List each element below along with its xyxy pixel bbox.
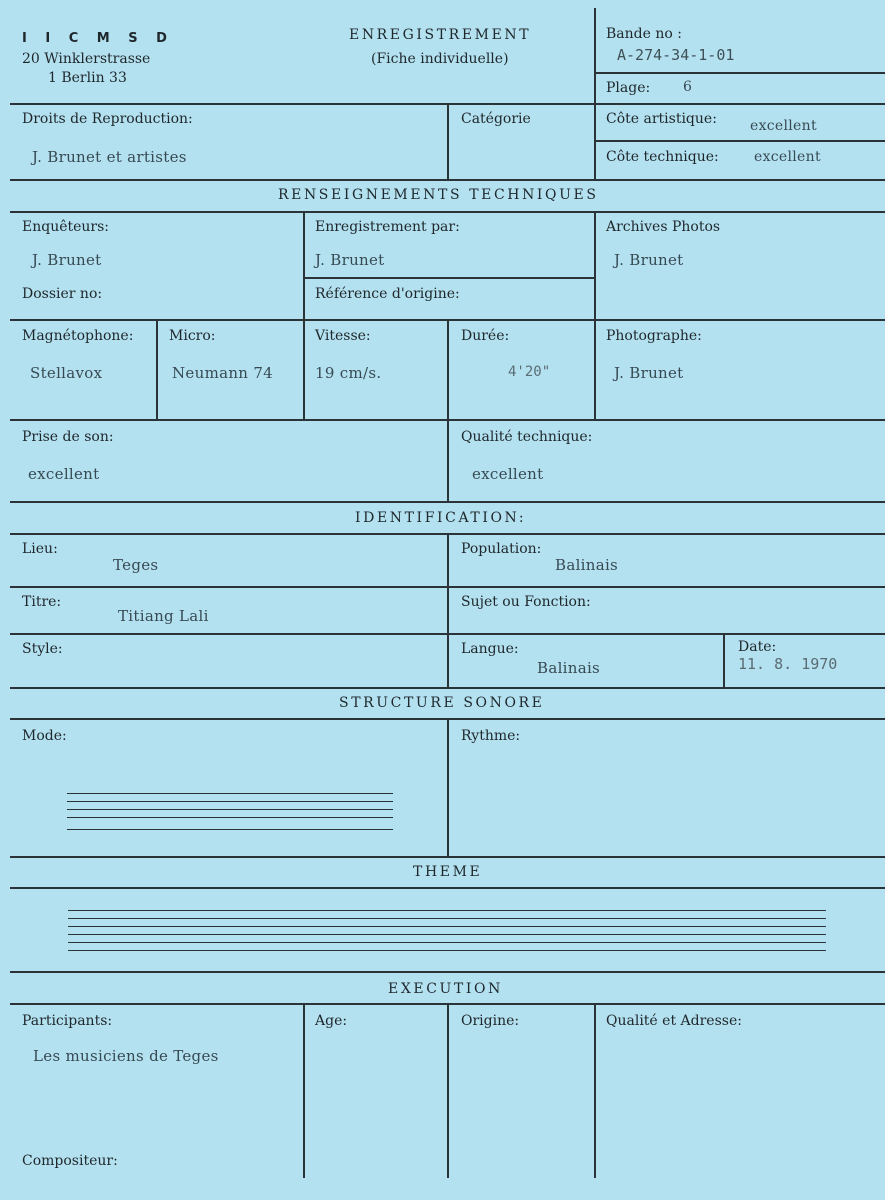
compositeur-label: Compositeur:: [22, 1153, 118, 1169]
section-title-technical: RENSEIGNEMENTS TECHNIQUES: [278, 187, 599, 203]
rule-titre-top: [10, 586, 885, 588]
rule-tech-top: [10, 179, 885, 181]
bande-label: Bande no :: [606, 26, 682, 42]
rule-categorie-left: [447, 103, 449, 179]
section-title-theme: THEME: [413, 864, 483, 880]
magnetophone-label: Magnétophone:: [22, 328, 134, 344]
archives-label: Archives Photos: [606, 219, 721, 235]
lieu-value: Teges: [113, 556, 159, 574]
cote-artistique-value: excellent: [750, 118, 817, 134]
vitesse-label: Vitesse:: [315, 328, 371, 344]
rule-execution-top: [10, 971, 885, 973]
langue-label: Langue:: [461, 641, 519, 657]
participants-value: Les musiciens de Teges: [33, 1047, 219, 1065]
plage-value: 6: [683, 79, 693, 95]
mode-label: Mode:: [22, 728, 67, 744]
reference-label: Référence d'origine:: [315, 286, 460, 302]
origine-label: Origine:: [461, 1013, 520, 1029]
rule-micro-left: [156, 319, 158, 419]
qualite-technique-value: excellent: [472, 465, 544, 483]
section-title-identification: IDENTIFICATION:: [355, 510, 527, 526]
rule-theme-title-bottom: [10, 887, 885, 889]
enregistrement-par-value: J. Brunet: [315, 251, 385, 269]
rule-qualite-adresse-left: [594, 1003, 596, 1178]
population-value: Balinais: [555, 556, 619, 574]
rule-enreg-left: [303, 211, 305, 419]
plage-label: Plage:: [606, 80, 651, 96]
rule-cote-left: [594, 103, 596, 179]
rule-age-left: [303, 1003, 305, 1178]
rule-ident-middle: [447, 533, 449, 687]
form-subtitle: (Fiche individuelle): [371, 51, 509, 67]
vitesse-value: 19 cm/s.: [315, 364, 382, 382]
enqueteurs-label: Enquêteurs:: [22, 219, 110, 235]
enqueteurs-value: J. Brunet: [32, 251, 102, 269]
section-title-structure: STRUCTURE SONORE: [339, 695, 545, 711]
categorie-label: Catégorie: [461, 111, 531, 127]
rule-rythme-left: [447, 718, 449, 856]
archives-value: J. Brunet: [614, 251, 684, 269]
dossier-label: Dossier no:: [22, 286, 103, 302]
cote-technique-value: excellent: [754, 149, 821, 165]
rule-archives-left: [594, 211, 596, 419]
photographe-label: Photographe:: [606, 328, 702, 344]
lieu-label: Lieu:: [22, 541, 58, 557]
magnetophone-value: Stellavox: [30, 364, 103, 382]
org-city: 1 Berlin 33: [48, 70, 127, 86]
population-label: Population:: [461, 541, 542, 557]
rule-header-right: [594, 8, 596, 104]
droits-value: J. Brunet et artistes: [32, 148, 187, 166]
date-value: 11. 8. 1970: [738, 655, 838, 673]
org-street: 20 Winklerstrasse: [22, 51, 151, 67]
style-label: Style:: [22, 641, 63, 657]
cote-artistique-label: Côte artistique:: [606, 111, 717, 127]
age-label: Age:: [315, 1013, 348, 1029]
sujet-label: Sujet ou Fonction:: [461, 594, 591, 610]
qualite-technique-label: Qualité technique:: [461, 429, 593, 445]
rule-style-top: [10, 633, 885, 635]
rule-ident-top: [10, 501, 885, 503]
rule-qualite-left: [447, 419, 449, 501]
rythme-label: Rythme:: [461, 728, 521, 744]
org-name: I I C M S D: [22, 31, 174, 46]
rule-reference-top: [303, 277, 594, 279]
photographe-value: J. Brunet: [614, 364, 684, 382]
rule-duree-left: [447, 319, 449, 419]
rule-date-left: [723, 633, 725, 687]
date-label: Date:: [738, 639, 777, 655]
duree-value: 4'20": [508, 364, 551, 380]
participants-label: Participants:: [22, 1013, 113, 1029]
qualite-adresse-label: Qualité et Adresse:: [606, 1013, 742, 1029]
prise-label: Prise de son:: [22, 429, 114, 445]
cote-technique-label: Côte technique:: [606, 149, 719, 165]
micro-label: Micro:: [169, 328, 216, 344]
langue-value: Balinais: [537, 659, 601, 677]
rule-origine-left: [447, 1003, 449, 1178]
duree-label: Durée:: [461, 328, 510, 344]
bande-value: A-274-34-1-01: [617, 46, 735, 64]
micro-value: Neumann 74: [172, 364, 274, 382]
section-title-execution: EXECUTION: [388, 981, 503, 997]
rule-structure-top: [10, 687, 885, 689]
rule-cote-split: [594, 140, 885, 142]
rule-theme-top: [10, 856, 885, 858]
titre-label: Titre:: [22, 594, 62, 610]
form-title: ENREGISTREMENT: [349, 27, 532, 43]
enregistrement-par-label: Enregistrement par:: [315, 219, 460, 235]
rule-plage-top: [594, 72, 885, 74]
rule-tech-title-bottom: [10, 211, 885, 213]
prise-value: excellent: [28, 465, 100, 483]
titre-value: Titiang Lali: [118, 607, 209, 625]
droits-label: Droits de Reproduction:: [22, 111, 193, 127]
